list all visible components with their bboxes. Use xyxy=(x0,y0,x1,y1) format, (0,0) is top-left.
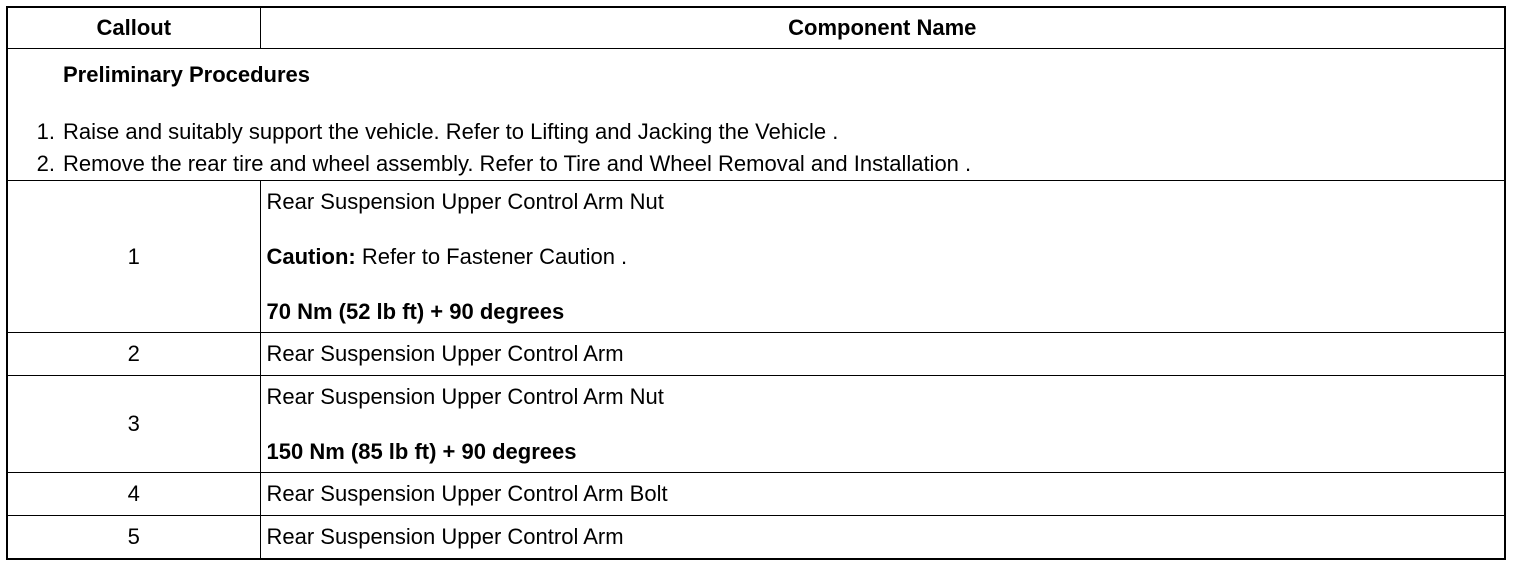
component-name: Rear Suspension Upper Control Arm Nut xyxy=(266,188,664,214)
step-text: Raise and suitably support the vehicle. Refer to Lifting and Jacking the Vehicle . xyxy=(63,119,839,144)
torque-spec: 70 Nm (52 lb ft) + 90 degrees xyxy=(266,298,565,324)
callout-number: 4 xyxy=(7,473,260,516)
component-name: Rear Suspension Upper Control Arm Nut xyxy=(266,383,664,409)
callout-number: 3 xyxy=(7,376,260,473)
caution-label: Caution: xyxy=(266,243,356,269)
table-row xyxy=(7,376,1505,473)
preliminary-step xyxy=(8,148,1504,180)
step-number: 2. xyxy=(36,151,55,176)
component-name: Rear Suspension Upper Control Arm Bolt xyxy=(260,473,1505,516)
preliminary-step xyxy=(8,116,1504,148)
spacer xyxy=(267,217,1505,242)
torque-spec: 150 Nm (85 lb ft) + 90 degrees xyxy=(266,438,577,464)
caution-text: Refer to Fastener Caution . xyxy=(355,243,628,269)
table-header-row xyxy=(7,7,1505,49)
table-row xyxy=(7,516,1505,560)
component-cell xyxy=(260,376,1505,473)
step-number: 1. xyxy=(36,119,55,144)
preliminary-procedures-cell xyxy=(7,49,1505,181)
preliminary-procedures-row xyxy=(7,49,1505,181)
preliminary-procedures-title: Preliminary Procedures xyxy=(63,62,311,87)
callout-number: 1 xyxy=(7,181,260,333)
preliminary-steps-list xyxy=(8,116,1504,180)
table-row xyxy=(7,333,1505,376)
component-name-column-header: Component Name xyxy=(260,7,1505,49)
component-name: Rear Suspension Upper Control Arm xyxy=(260,333,1505,376)
callout-number: 5 xyxy=(7,516,260,560)
component-cell xyxy=(260,181,1505,333)
step-text: Remove the rear tire and wheel assembly. Refer to Tire and Wheel Removal and Installation . xyxy=(63,151,972,176)
callout-number: 2 xyxy=(7,333,260,376)
caution-line xyxy=(267,242,1505,272)
spacer xyxy=(267,272,1505,297)
table-row xyxy=(7,181,1505,333)
component-name: Rear Suspension Upper Control Arm xyxy=(260,516,1505,560)
callout-column-header: Callout xyxy=(7,7,260,49)
component-table xyxy=(6,6,1506,560)
table-row xyxy=(7,473,1505,516)
spacer xyxy=(267,412,1505,437)
